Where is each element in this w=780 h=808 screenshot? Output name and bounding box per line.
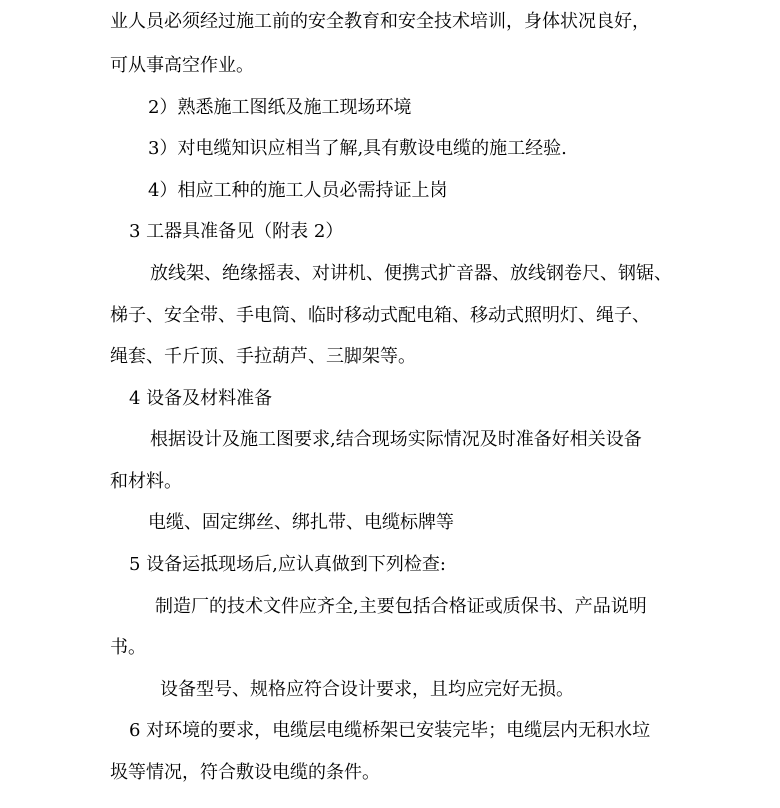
- section-heading: 5 设备运抵现场后,应认真做到下列检查:: [129, 554, 446, 575]
- paragraph-line: 绳套、千斤顶、手拉葫芦、三脚架等。: [110, 346, 416, 367]
- paragraph-line: 放线架、绝缘摇表、对讲机、便携式扩音器、放线钢卷尺、钢锯、: [150, 263, 672, 284]
- paragraph-line: 书。: [110, 637, 146, 658]
- list-item: 4）相应工种的施工人员必需持证上岗: [148, 180, 448, 201]
- paragraph-line: 可从事高空作业。: [110, 55, 254, 76]
- paragraph-line: 制造厂的技术文件应齐全,主要包括合格证或质保书、产品说明: [155, 596, 647, 617]
- list-item: 3）对电缆知识应相当了解,具有敷设电缆的施工经验.: [148, 138, 567, 159]
- paragraph-line: 和材料。: [110, 471, 182, 492]
- paragraph-line: 根据设计及施工图要求,结合现场实际情况及时准备好相关设备: [150, 429, 642, 450]
- paragraph-line: 设备型号、规格应符合设计要求，且均应完好无损。: [160, 679, 574, 700]
- paragraph-line: 业人员必须经过施工前的安全教育和安全技术培训，身体状况良好，: [110, 11, 650, 32]
- list-item: 2）熟悉施工图纸及施工现场环境: [148, 97, 412, 118]
- paragraph-line: 梯子、安全带、手电筒、临时移动式配电箱、移动式照明灯、绳子、: [110, 305, 650, 326]
- section-heading: 3 工器具准备见（附表 2）: [129, 221, 344, 242]
- section-heading: 6 对环境的要求，电缆层电缆桥架已安装完毕；电缆层内无积水垃: [129, 720, 651, 741]
- section-heading: 4 设备及材料准备: [129, 388, 273, 409]
- paragraph-line: 圾等情况，符合敷设电缆的条件。: [110, 762, 380, 783]
- paragraph-line: 电缆、固定绑丝、绑扎带、电缆标牌等: [148, 512, 454, 533]
